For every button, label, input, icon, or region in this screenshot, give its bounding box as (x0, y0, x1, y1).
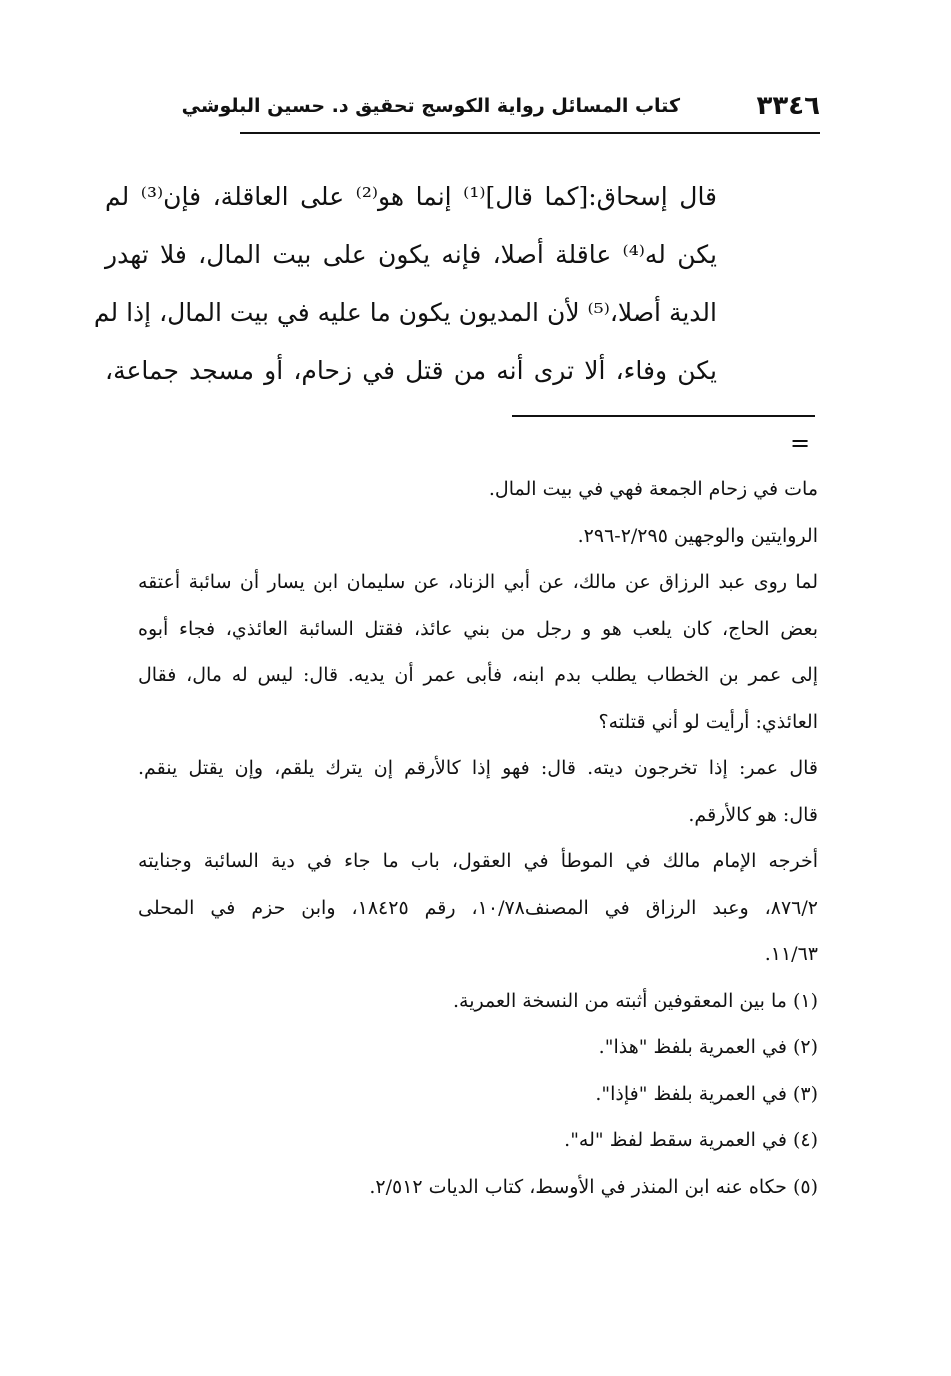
footnote-paragraph (138, 559, 818, 745)
footnotes (138, 466, 818, 1210)
footnote-separator (512, 415, 815, 417)
footnote-line: إلى عمر بن الخطاب يطلب بدم ابنه، فأبى عمر أن يديه. قال: ليس له مال، فقال (138, 664, 818, 686)
main-text (93, 168, 718, 400)
footnote-line: قال عمر: إذا تخرجون ديته. قال: فهو إذا كالأرقم إن يترك يلقم، وإن يقتل ينقم. (138, 757, 818, 779)
footnote-2: (٢) في العمرية بلفظ "هذا". (598, 1036, 818, 1058)
header-rule (240, 132, 820, 134)
footnote-continuation-mark: = (790, 429, 811, 457)
footnote-3: (٣) في العمرية بلفظ "فإذا". (595, 1082, 818, 1105)
footnote-line: قال: هو كالأرقم. (688, 803, 818, 826)
main-text-line: يكن وفاء، ألا ترى أنه من قتل في زحام، أو مسجد جماعة، (105, 356, 717, 385)
page-header (181, 88, 820, 128)
footnote-line: الروايتين والوجهين ٢/٢٩٥-٢٩٦. (577, 524, 818, 547)
footnote-1: (١) ما بين المعقوفين أثبته من النسخة العمرية. (453, 989, 818, 1012)
footnote-5: (٥) حكاه عنه ابن المنذر في الأوسط، كتاب الديات ٢/٥١٢. (369, 1175, 818, 1198)
main-text-line: يكن له⁽⁴⁾ عاقلة أصلا، فإنه يكون على بيت المال، فلا تهدر (105, 240, 717, 269)
main-text-line: الدية أصلا،⁽⁵⁾ لأن المديون يكون ما عليه في بيت المال، إذا لم (93, 298, 717, 327)
footnote-line: لما روى عبد الرزاق عن مالك، عن أبي الزناد، عن سليمان ابن يسار أن سائبة أعتقه (138, 571, 818, 593)
main-text-line: قال إسحاق:[كما قال]⁽¹⁾ إنما هو⁽²⁾ على العاقلة، فإن⁽³⁾ لم (105, 182, 718, 211)
page-number: ٣٣٤٦ (756, 91, 820, 121)
footnote-line: أخرجه الإمام مالك في الموطأ في العقول، باب ما جاء في دية السائبة وجنايته (138, 850, 818, 872)
footnote-paragraph (138, 745, 818, 838)
footnote-line: مات في زحام الجمعة فهي في بيت المال. (488, 478, 818, 500)
footnote-line: ٨٧٦/٢، وعبد الرزاق في المصنف١٠/٧٨، رقم ١٨٤٢٥، وابن حزم في المحلى (138, 896, 818, 919)
running-title: كتاب المسائل رواية الكوسج تحقيق د. حسين البلوشي (181, 95, 680, 117)
footnote-paragraph (138, 838, 818, 978)
footnote-line: ١١/٦٣. (764, 943, 818, 965)
footnote-paragraph (138, 466, 818, 513)
footnote-paragraph (138, 513, 818, 560)
footnote-line: بعض الحاج، كان يلعب هو و رجل من بني عائذ، فقتل السائبة العائذي، فجاء أبوه (138, 617, 818, 640)
footnote-line: العائذي: أرأيت لو أني قتلته؟ (598, 710, 818, 733)
footnote-4: (٤) في العمرية سقط لفظ "له". (564, 1129, 818, 1151)
